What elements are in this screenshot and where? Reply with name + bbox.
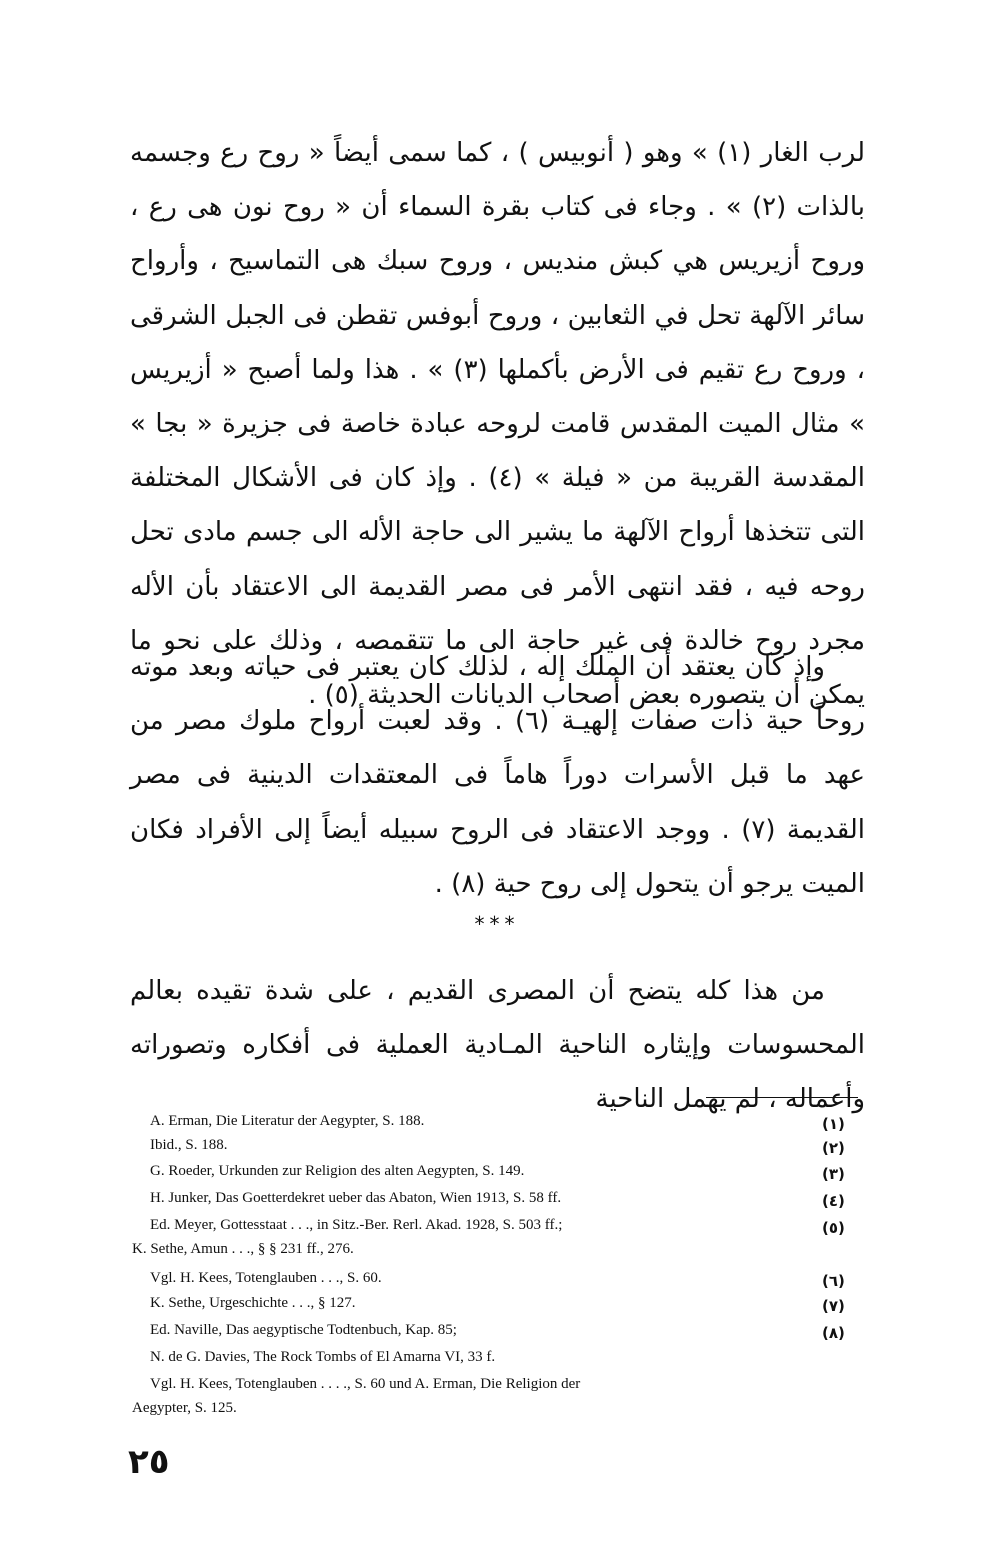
footnote-2-number: (٢) bbox=[822, 1139, 845, 1157]
footnote-5-text: Ed. Meyer, Gottesstaat . . ., in Sitz.-Ber. Rerl. Akad. 1928, S. 503 ff.; bbox=[150, 1217, 563, 1233]
footnote-5-continuation: K. Sethe, Amun . . ., § § 231 ff., 276. bbox=[132, 1241, 354, 1257]
footnote-8-continuation: Vgl. H. Kees, Totenglauben . . . ., S. 60 und A. Erman, Die Religion der bbox=[150, 1376, 581, 1392]
section-separator: *** bbox=[474, 912, 520, 936]
footnote-3-text: G. Roeder, Urkunden zur Religion des alten Aegypten, S. 149. bbox=[150, 1163, 525, 1179]
body-paragraph-2 bbox=[130, 640, 865, 911]
footnote-1-text: A. Erman, Die Literatur der Aegypter, S. 188. bbox=[150, 1113, 425, 1129]
footnote-6-number: (٦) bbox=[822, 1272, 845, 1290]
footnote-1-number: (١) bbox=[822, 1115, 845, 1133]
footnote-8-number: (٨) bbox=[822, 1324, 845, 1342]
footnote-8-continuation: N. de G. Davies, The Rock Tombs of El Amarna VI, 33 f. bbox=[150, 1349, 496, 1365]
page-number: ٢٥ bbox=[128, 1442, 170, 1482]
footnote-4-text: H. Junker, Das Goetterdekret ueber das Abaton, Wien 1913, S. 58 ff. bbox=[150, 1190, 562, 1206]
footnote-2-text: Ibid., S. 188. bbox=[150, 1137, 228, 1153]
footnote-7-text: K. Sethe, Urgeschichte . . ., § 127. bbox=[150, 1295, 356, 1311]
footnote-7-number: (٧) bbox=[822, 1297, 845, 1315]
footnote-8-text: Ed. Naville, Das aegyptische Todtenbuch, Kap. 85; bbox=[150, 1322, 457, 1338]
body-paragraph-1 bbox=[130, 126, 865, 722]
paragraph-text: لرب الغار (١) » وهو ( أنوبيس ) ، كما سمى أيضاً « روح رع وجسمه بالذات (٢) » . وجاء فى كتاب بقرة السماء أن « روح نون هى رع ، وروح أزيريس هي كبش منديس ، وروح سبك هى التماسيح ، وأرواح سائر الآلهة تحل في الثعابين ، وروح أبوفس تقطن فى الجبل الشرقى ، وروح رع تقيم فى الأرض بأكملها (٣) » . هذا ولما أصبح « أزيريس » مثال الميت المقدس قامت لروحه عبادة خاصة فى جزيرة « بجا » المقدسة القريبة من « فيلة » (٤) . وإذ كان فى الأشكال المختلفة التى تتخذها أرواح الآلهة ما يشير الى حاجة الأله الى جسم مادى تحل روحه فيه ، فقد انتهى الأمر فى مصر القديمة الى الاعتقاد بأن الأله مجرد روح خالدة فى غير حاجة الى ما تتقمصه ، وذلك على نحو ما يمكن أن يتصوره بعض أصحاب الديانات الحديثة (٥) . bbox=[130, 138, 865, 711]
footnote-rule bbox=[706, 1097, 858, 1098]
footnote-6-text: Vgl. H. Kees, Totenglauben . . ., S. 60. bbox=[150, 1270, 382, 1286]
body-paragraph-3 bbox=[130, 964, 865, 1127]
footnote-8-continuation: Aegypter, S. 125. bbox=[132, 1400, 237, 1416]
footnote-5-number: (٥) bbox=[822, 1219, 845, 1237]
footnote-3-number: (٣) bbox=[822, 1165, 845, 1183]
footnote-4-number: (٤) bbox=[822, 1192, 845, 1210]
paragraph-text: وإذ كان يعتقد أن الملك إله ، لذلك كان يعتبر فى حياته وبعد موته روحاً حية ذات صفات إلهيـة (٦) . وقد لعبت أرواح ملوك مصر من عهد ما قبل الأسرات دوراً هاماً فى المعتقدات الدينية فى مصر القديمة (٧) . ووجد الاعتقاد فى الروح سبيله أيضاً إلى الأفراد فكان الميت يرجو أن يتحول إلى روح حية (٨) . bbox=[130, 652, 865, 899]
paragraph-text: من هذا كله يتضح أن المصرى القديم ، على شدة تقيده بعالم المحسوسات وإيثاره الناحية المـادية العملية فى أفكاره وتصوراته وأعماله ، لم يهمل الناحية bbox=[130, 976, 865, 1115]
